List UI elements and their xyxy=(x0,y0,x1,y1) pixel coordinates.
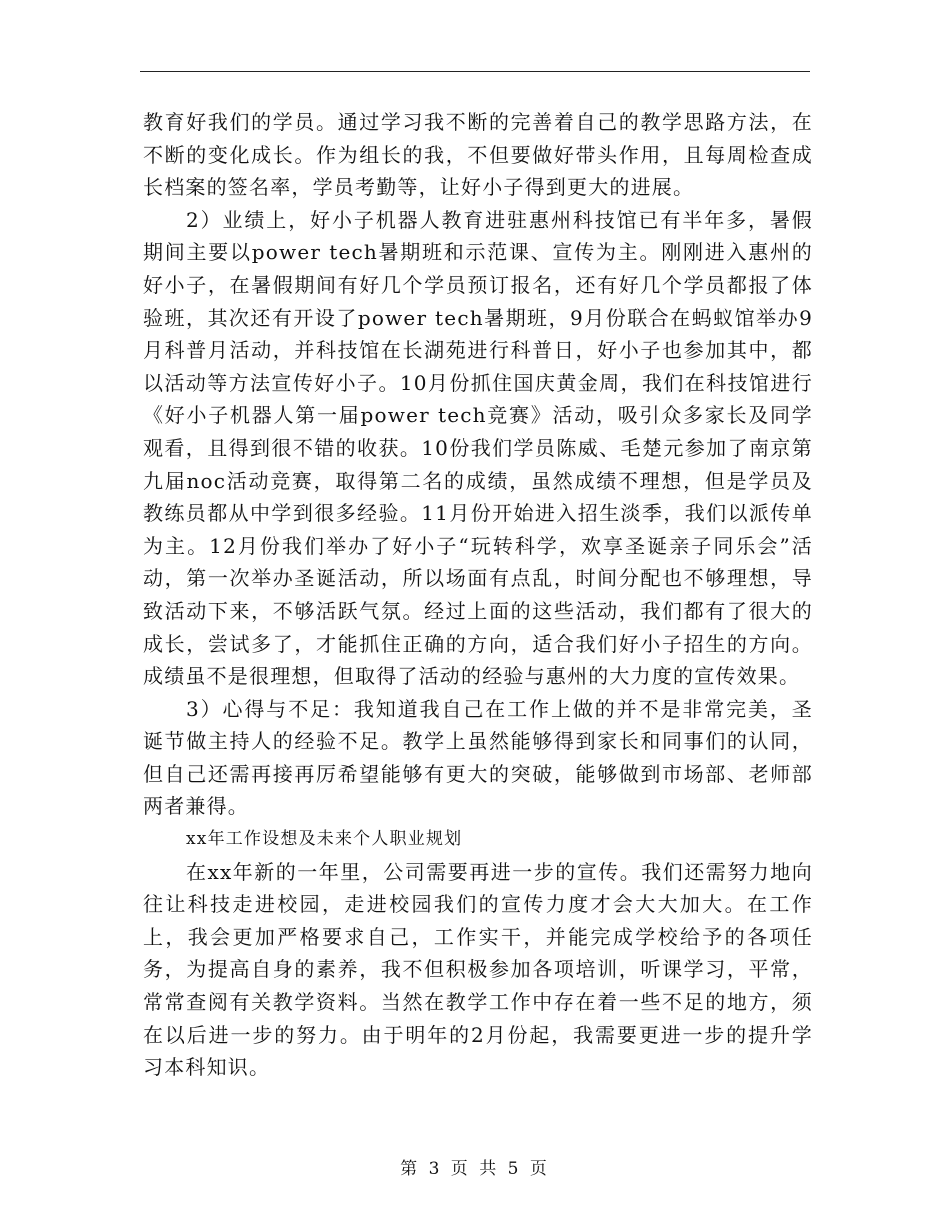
paragraph-continuation: 教育好我们的学员。通过学习我不断的完善着自己的教学思路方法，在不断的变化成长。作为组长的我，不但要做好带头作用，且每周检查成长档案的签名率，学员考勤等，让好小子得到更大的进展。 xyxy=(143,110,813,200)
page-number-footer: 第 3 页 共 5 页 xyxy=(400,1159,550,1179)
paragraph-performance: 2）业绩上，好小子机器人教育进驻惠州科技馆已有半年多，暑假期间主要以power tech暑期班和示范课、宣传为主。刚刚进入惠州的好小子，在暑假期间有好几个学员预订报名，还有好几个学员都报了体验班，其次还有开设了power tech暑期班，9月份联合在蚂蚁馆举办9月科普月活动，并科技馆在长湖苑进行科普日，好小子也参加其中，都以活动等方法宣传好小子。10月份抓住国庆黄金周，我们在科技馆进行《好小子机器人第一届power tech竞赛》活动，吸引众多家长及同学观看，且得到很不错的收获。10份我们学员陈威、毛楚元参加了南京第九届noc活动竞赛，取得第二名的成绩，虽然成绩不理想，但是学员及教练员都从中学到很多经验。11月份开始进入招生淡季，我们以派传单为主。12月份我们举办了好小子“玩转科学，欢享圣诞亲子同乐会”活动，第一次举办圣诞活动，所以场面有点乱，时间分配也不够理想，导致活动下来，不够活跃气氛。经过上面的这些活动，我们都有了很大的成长，尝试多了，才能抓住正确的方向，适合我们好小子招生的方向。成绩虽不是很理想，但取得了活动的经验与惠州的大力度的宣传效果。 xyxy=(143,207,813,689)
paragraph-plan: 在xx年新的一年里，公司需要再进一步的宣传。我们还需努力地向往让科技走进校园，走进校园我们的宣传力度才会大大加大。在工作上，我会更加严格要求自己，工作实干，并能完成学校给予的各项任务，为提高自身的素养，我不但积极参加各项培训，听课学习，平常，常常查阅有关教学资料。当然在教学工作中存在着一些不足的地方，须在以后进一步的努力。由于明年的2月份起，我需要更进一步的提升学习本科知识。 xyxy=(143,859,813,1080)
header-rule xyxy=(140,71,810,72)
section-heading: xx年工作设想及未来个人职业规划 xyxy=(186,829,463,850)
document-body xyxy=(143,106,813,1084)
paragraph-reflection: 3）心得与不足：我知道我自己在工作上做的并不是非常完美，圣诞节做主持人的经验不足。教学上虽然能够得到家长和同事们的认同，但自己还需再接再厉希望能够有更大的突破，能够做到市场部、老师部两者兼得。 xyxy=(143,696,813,819)
